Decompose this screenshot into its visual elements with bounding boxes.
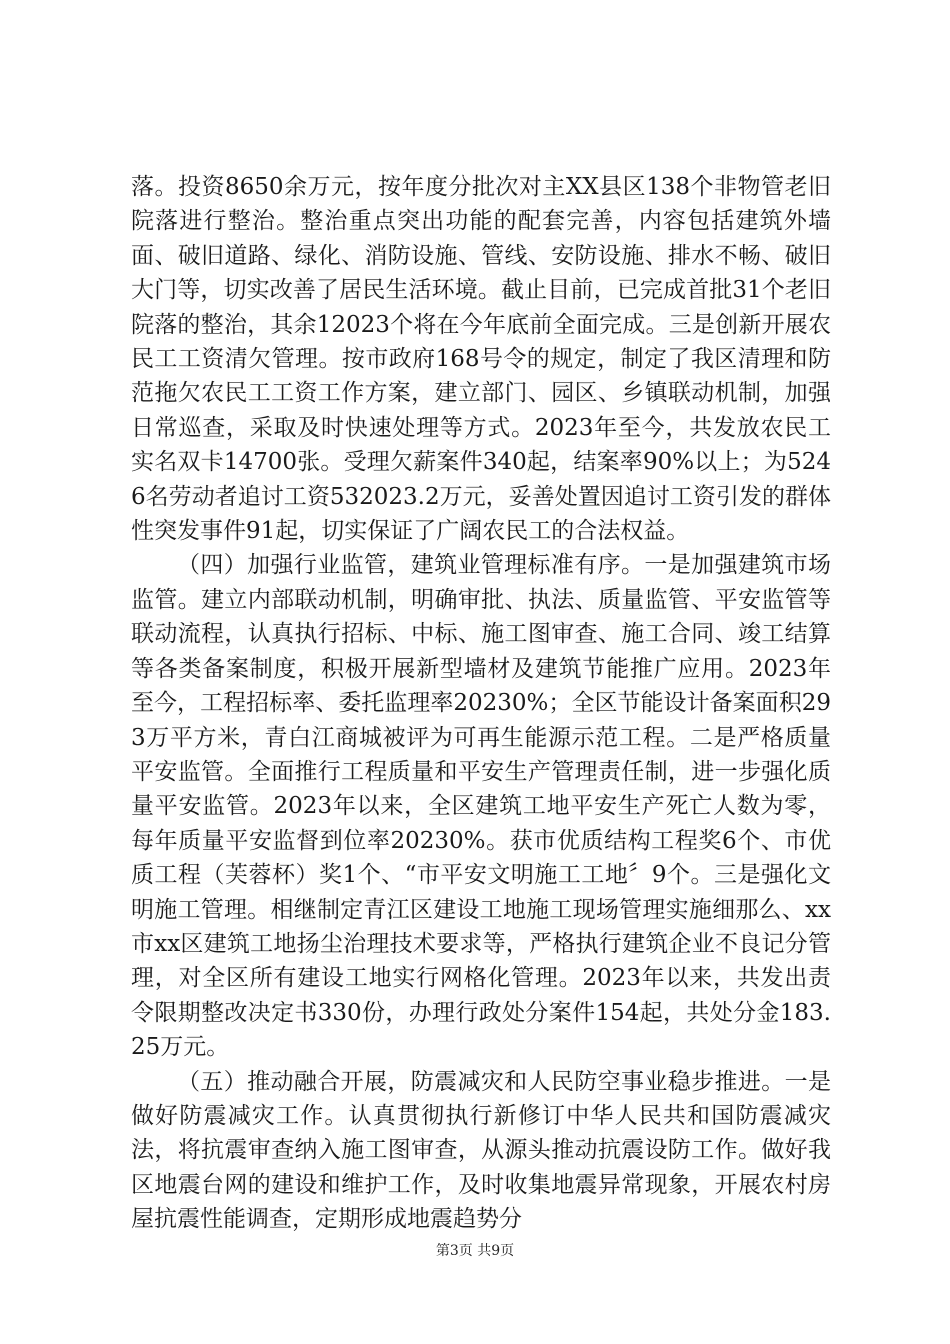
- paragraph-1: 落。投资8650余万元，按年度分批次对主XX县区138个非物管老旧院落进行整治。整治重点突出功能的配套完善，内容包括建筑外墙面、破旧道路、绿化、消防设施、管线、安防设施、排水不畅、破旧大门等，切实改善了居民生活环境。截止目前，已完成首批31个老旧院落的整治，其余12023个将在今年底前全面完成。三是创新开展农民工工资清欠管理。按市政府168号令的规定，制定了我区清理和防范拖欠农民工工资工作方案，建立部门、园区、乡镇联动机制，加强日常巡查，采取及时快速处理等方式。2023年至今，共发放农民工实名双卡14700张。受理欠薪案件340起，结案率90%以上；为5246名劳动者追讨工资532023.2万元，妥善处置因追讨工资引发的群体性突发事件91起，切实保证了广阔农民工的合法权益。: [131, 174, 831, 545]
- paragraph-2: （四）加强行业监管，建筑业管理标准有序。一是加强建筑市场监管。建立内部联动机制，明确审批、执法、质量监管、平安监管等联动流程，认真执行招标、中标、施工图审查、施工合同、竣工结算等各类备案制度，积极开展新型墙材及建筑节能推广应用。2023年至今，工程招标率、委托监理率20230%；全区节能设计备案面积293万平方米，青白江商城被评为可再生能源示范工程。二是严格质量平安监管。全面推行工程质量和平安生产管理责任制，进一步强化质量平安监管。2023年以来，全区建筑工地平安生产死亡人数为零，每年质量平安监督到位率20230%。获市优质结构工程奖6个、市优质工程（芙蓉杯）奖1个、“市平安文明施工工地〞9个。三是强化文明施工管理。相继制定青江区建设工地施工现场管理实施细那么、xx市xx区建筑工地扬尘治理技术要求等，严格执行建筑企业不良记分管理，对全区所有建设工地实行网格化管理。2023年以来，共发出责令限期整改决定书330份，办理行政处分案件154起，共处分金183.25万元。: [131, 552, 831, 1061]
- page-footer: 第3页 共9页: [435, 1243, 515, 1259]
- paragraph-3: （五）推动融合开展，防震减灾和人民防空事业稳步推进。一是做好防震减灾工作。认真贯彻执行新修订中华人民共和国防震减灾法，将抗震审查纳入施工图审查，从源头推动抗震设防工作。做好我区地震台网的建设和维护工作，及时收集地震异常现象，开展农村房屋抗震性能调查，定期形成地震趋势分: [131, 1068, 831, 1233]
- document-body: [131, 170, 831, 1237]
